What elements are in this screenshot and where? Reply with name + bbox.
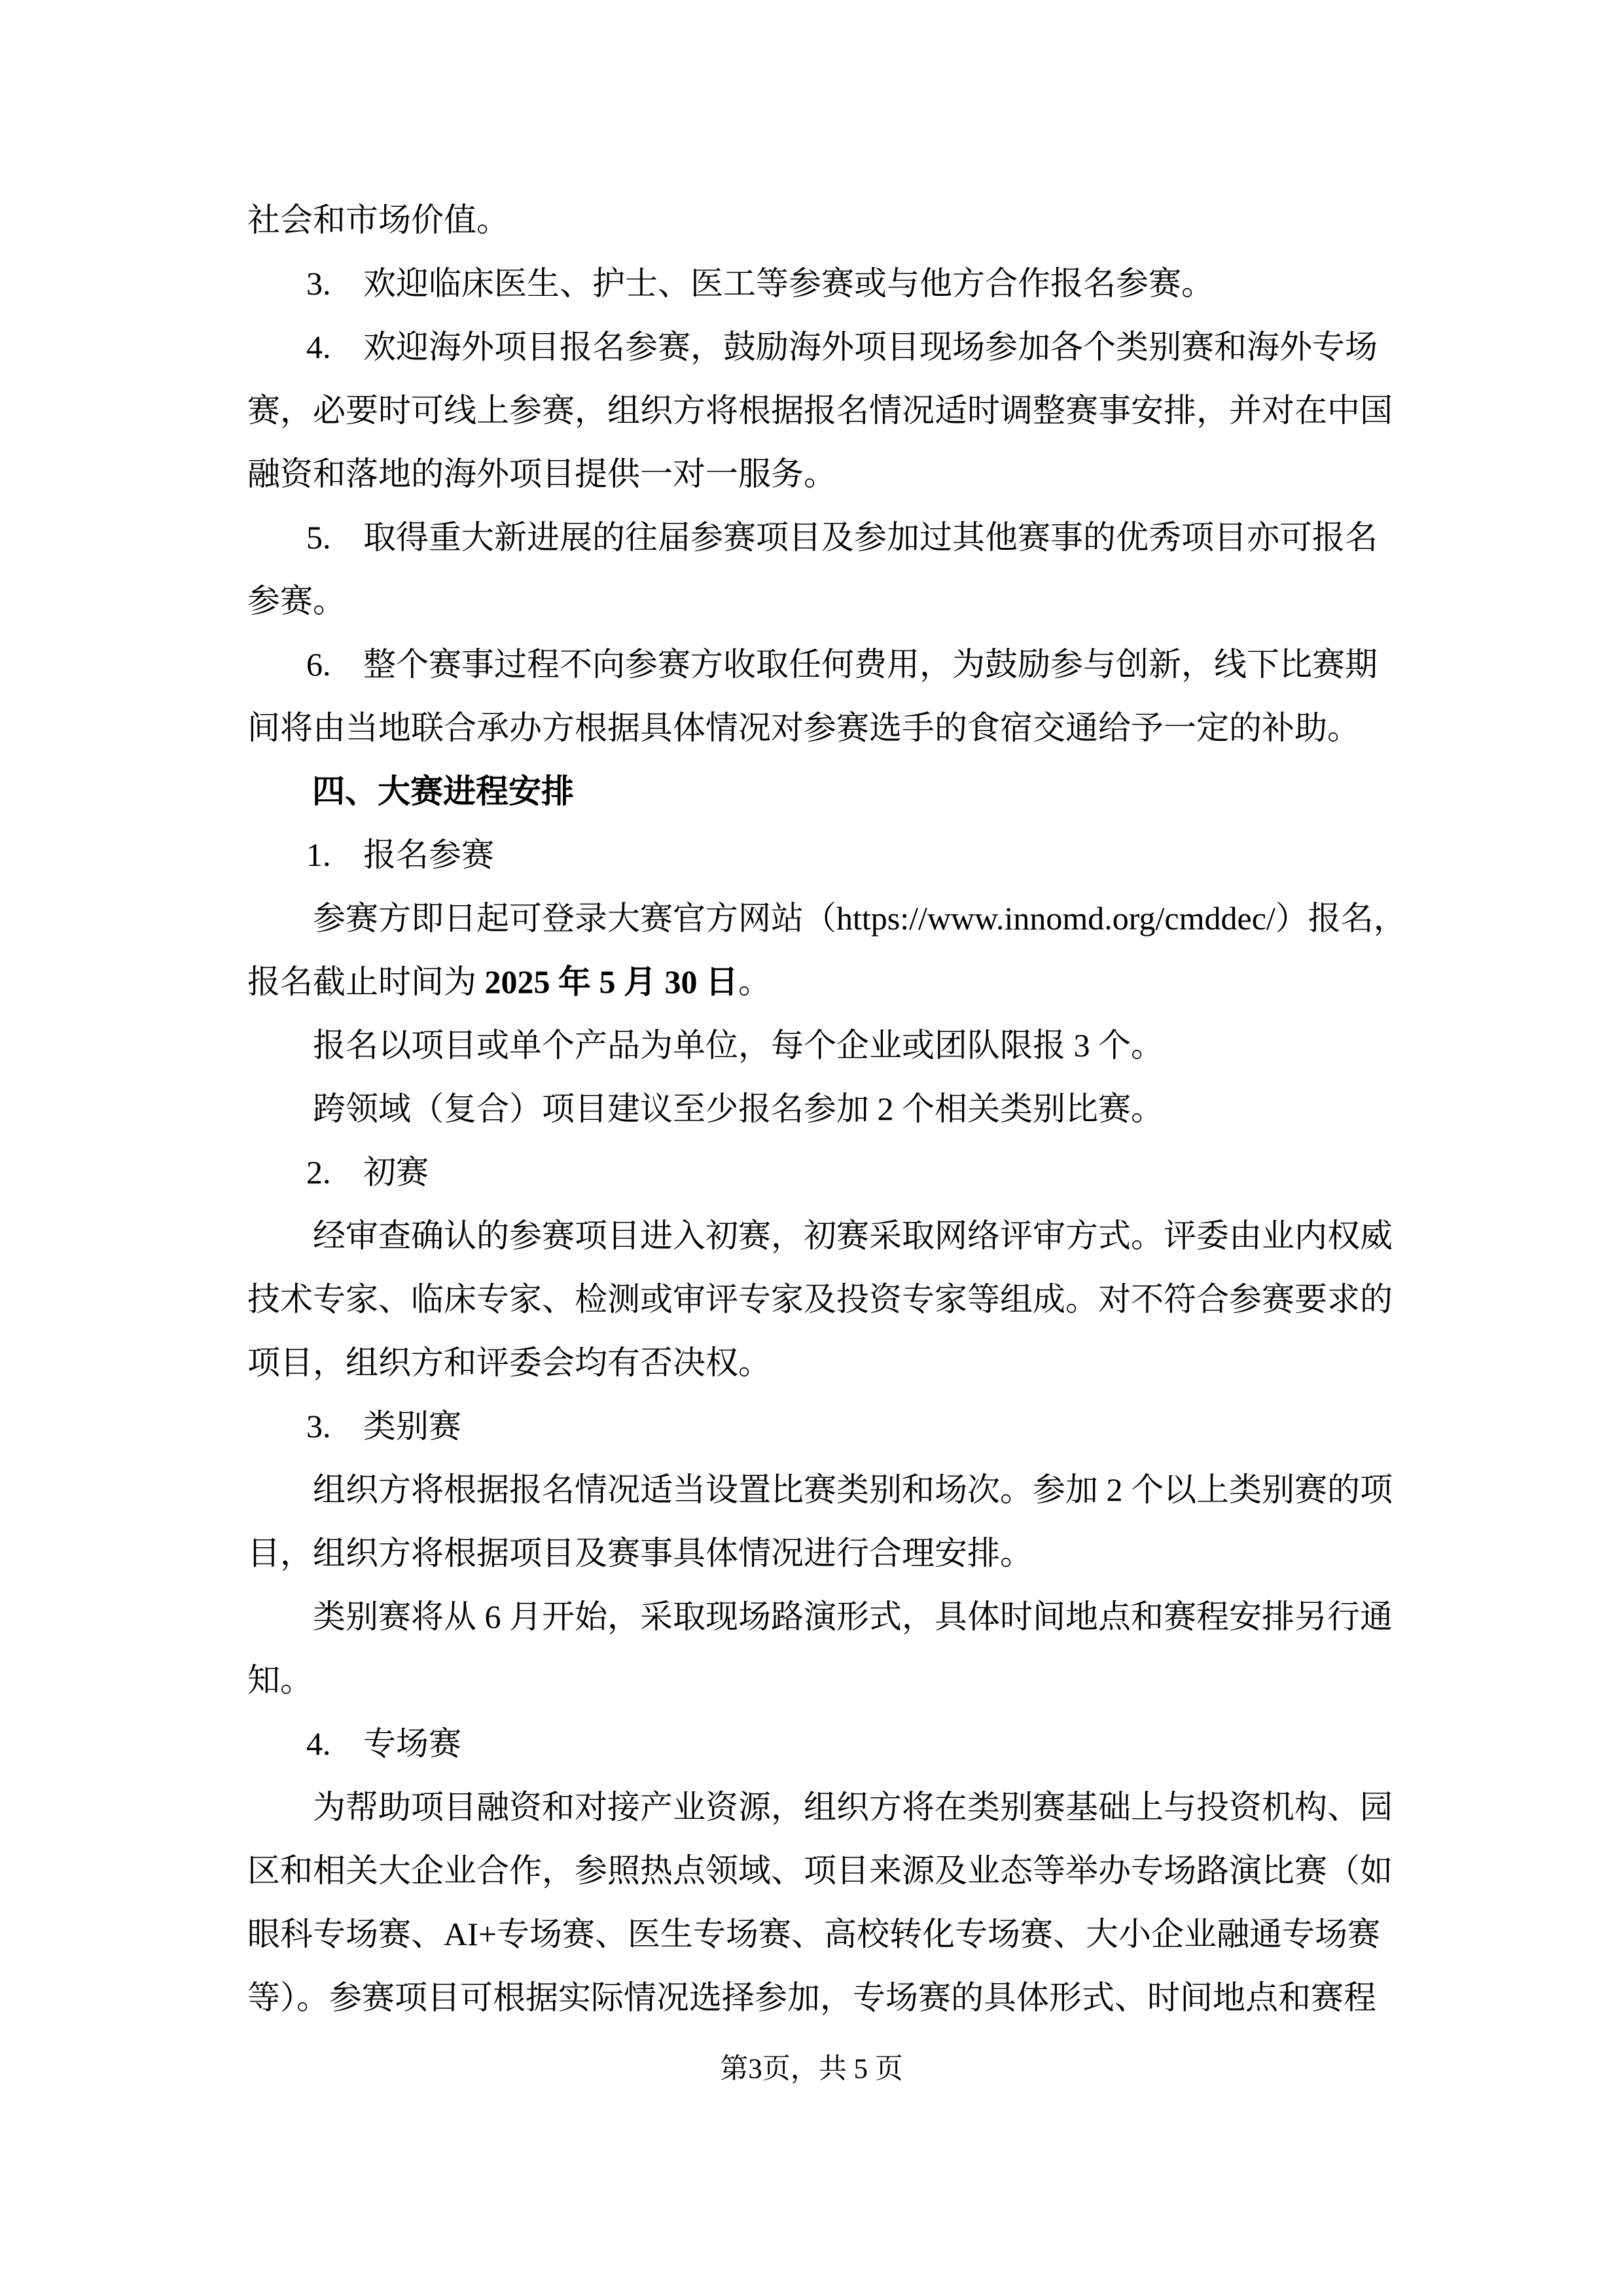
list-number: 4. xyxy=(306,1725,331,1762)
text-line xyxy=(247,442,1382,506)
body-text: 报名以项目或单个产品为单位，每个企业或团队限报 3 个。 xyxy=(313,1027,1164,1064)
text-line xyxy=(247,1268,1393,1331)
text-line xyxy=(247,569,1382,633)
text-line xyxy=(247,1077,1382,1141)
text-line xyxy=(247,1966,1382,2030)
page-footer xyxy=(0,2054,1623,2085)
body-text: 参赛。 xyxy=(247,583,346,619)
numbered-item-line xyxy=(247,252,1382,315)
list-number: 3. xyxy=(306,265,331,302)
body-text: 类别赛 xyxy=(363,1408,461,1444)
numbered-item-line xyxy=(247,823,1382,887)
list-number: 4. xyxy=(306,329,331,365)
text-line xyxy=(247,1839,1393,1903)
list-number: 3. xyxy=(306,1408,331,1444)
body-text: 为帮助项目融资和对接产业资源，组织方将在类别赛基础上与投资机构、园 xyxy=(313,1789,1393,1825)
text-line xyxy=(247,1522,1382,1585)
text-line xyxy=(247,1458,1393,1522)
text-line xyxy=(247,188,1382,252)
body-text: 区和相关大企业合作，参照热点领域、项目来源及业态等举办专场路演比赛（如 xyxy=(247,1852,1393,1889)
body-text: 欢迎临床医生、护士、医工等参赛或与他方合作报名参赛。 xyxy=(363,265,1214,302)
body-text: 类别赛将从 6 月开始，采取现场路演形式，具体时间地点和赛程安排另行通 xyxy=(313,1598,1393,1635)
list-number: 5. xyxy=(306,519,331,556)
body-text: 融资和落地的海外项目提供一对一服务。 xyxy=(247,456,836,492)
page-number: 第3页，共 5 页 xyxy=(720,2054,903,2085)
body-text: 等）。参赛项目可根据实际情况选择参加，专场赛的具体形式、时间地点和赛程 xyxy=(247,1979,1376,2016)
text-line xyxy=(247,950,1382,1014)
text-line xyxy=(247,379,1393,442)
body-text: 整个赛事过程不向参赛方收取任何费用，为鼓励参与创新，线下比赛期 xyxy=(363,646,1378,683)
body-text: 初赛 xyxy=(363,1154,429,1191)
list-number: 2. xyxy=(306,1154,331,1191)
body-text: 眼科专场赛、AI+专场赛、医生专场赛、高校转化专场赛、大小企业融通专场赛 xyxy=(247,1916,1380,1952)
list-number: 6. xyxy=(306,646,331,683)
text-line xyxy=(247,1776,1393,1839)
document-body xyxy=(247,188,1406,2030)
body-text: 参赛方即日起可登录大赛官方网站（https://www.innomd.org/cmddec/）报名， xyxy=(313,900,1406,937)
body-text: 报名参赛 xyxy=(363,836,494,873)
numbered-item-line xyxy=(247,633,1382,696)
text-line xyxy=(247,1204,1393,1268)
body-text: 知。 xyxy=(247,1662,313,1698)
body-text: 组织方将根据报名情况适当设置比赛类别和场次。参加 2 个以上类别赛的项 xyxy=(313,1471,1393,1508)
body-text: 跨领域（复合）项目建议至少报名参加 2 个相关类别比赛。 xyxy=(313,1090,1164,1127)
body-text: 。 xyxy=(738,963,771,1000)
numbered-item-line xyxy=(247,506,1382,569)
body-text: 四、大赛进程安排 xyxy=(312,773,574,810)
body-text: 社会和市场价值。 xyxy=(247,202,509,238)
text-line xyxy=(247,696,1382,760)
numbered-item-line xyxy=(247,1141,1382,1204)
section-heading xyxy=(247,760,1382,823)
numbered-item-line xyxy=(247,315,1382,379)
body-text: 欢迎海外项目报名参赛，鼓励海外项目现场参加各个类别赛和海外专场 xyxy=(363,329,1378,365)
text-line xyxy=(247,1903,1382,1966)
text-line xyxy=(247,1014,1382,1077)
body-text: 赛，必要时可线上参赛，组织方将根据报名情况适时调整赛事安排，并对在中国 xyxy=(247,392,1393,429)
bold-text: 2025 年 5 月 30 日 xyxy=(484,963,738,1000)
text-line xyxy=(247,1331,1382,1395)
list-number: 1. xyxy=(306,836,331,873)
body-text: 项目，组织方和评委会均有否决权。 xyxy=(247,1344,771,1381)
body-text: 经审查确认的参赛项目进入初赛，初赛采取网络评审方式。评委由业内权威 xyxy=(313,1217,1393,1254)
text-line xyxy=(247,1585,1393,1649)
body-text: 技术专家、临床专家、检测或审评专家及投资专家等组成。对不符合参赛要求的 xyxy=(247,1281,1393,1318)
body-text: 间将由当地联合承办方根据具体情况对参赛选手的食宿交通给予一定的补助。 xyxy=(247,709,1360,746)
numbered-item-line xyxy=(247,1712,1382,1776)
body-text: 报名截止时间为 xyxy=(247,963,485,1000)
body-text: 取得重大新进展的往届参赛项目及参加过其他赛事的优秀项目亦可报名 xyxy=(363,519,1378,556)
text-line xyxy=(247,887,1406,950)
text-line xyxy=(247,1649,1382,1712)
body-text: 目，组织方将根据项目及赛事具体情况进行合理安排。 xyxy=(247,1535,1033,1571)
body-text: 专场赛 xyxy=(363,1725,461,1762)
numbered-item-line xyxy=(247,1395,1382,1458)
